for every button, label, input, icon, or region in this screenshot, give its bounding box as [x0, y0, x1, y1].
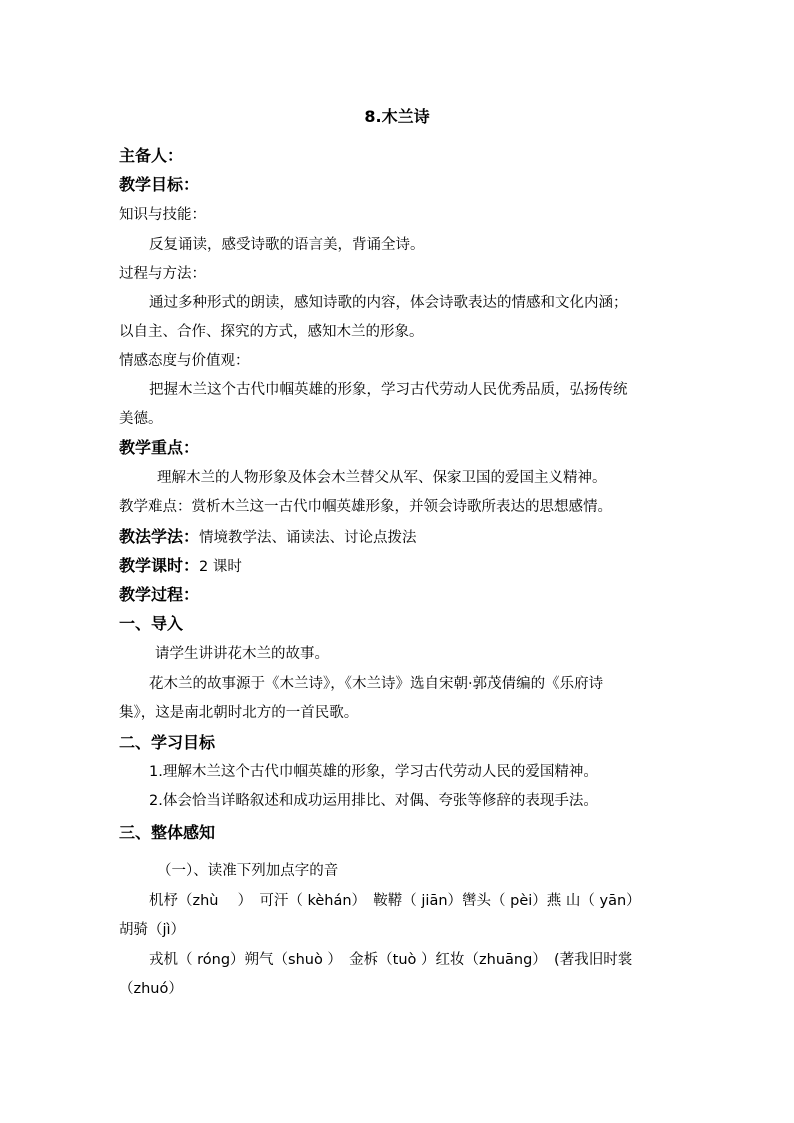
process-text-1: 通过多种形式的朗读，感知诗歌的内容，体会诗歌表达的情感和文化内涵； — [149, 295, 628, 311]
pronunciation-line-3: 戎机（ róng）朔气（shuò ） 金柝（tuò ）红妆（zhuāng） (著我旧时裳 — [149, 952, 633, 968]
page-title: 8.木兰诗 — [364, 107, 430, 126]
section2-heading: 二、学习目标 — [119, 733, 216, 752]
methods-label: 教法学法： — [119, 527, 200, 546]
pronunciation-line-1: 机杼（zhù ） 可汗（ kèhán） 鞍鞯（ jiān）辔头（ pèi）燕 山（ yān） — [149, 893, 641, 909]
section2-item1: 1.理解木兰这个古代巾帼英雄的形象，学习古代劳动人民的爱国精神。 — [149, 764, 598, 780]
key-points-text: 理解木兰的人物形象及体会木兰替父从军、保家卫国的爱国主义精神。 — [157, 470, 607, 486]
knowledge-text: 反复诵读，感受诗歌的语言美，背诵全诗。 — [149, 237, 425, 253]
emotion-text-1: 把握木兰这个古代巾帼英雄的形象，学习古代劳动人民优秀品质，弘扬传统 — [149, 382, 628, 398]
emotion-label: 情感态度与价值观： — [119, 353, 250, 369]
emotion-text-2: 美德。 — [119, 411, 163, 427]
hours-value: 2 课时 — [199, 559, 242, 575]
pronunciation-line-4: （zhuó） — [119, 981, 183, 997]
section1-line1: 请学生讲讲花木兰的故事。 — [155, 646, 329, 662]
hours-label: 教学课时： — [119, 556, 200, 575]
methods-row — [119, 527, 417, 548]
section3-sub1: （一）、读准下列加点字的音 — [157, 863, 339, 879]
section1-line3: 集》，这是南北朝时北方的一首民歌。 — [119, 705, 359, 721]
pronunciation-line-2: 胡骑（jì） — [119, 922, 186, 938]
section2-item2: 2.体会恰当详略叙述和成功运用排比、对偶、夸张等修辞的表现手法。 — [149, 793, 598, 809]
section1-heading: 一、导入 — [119, 614, 184, 633]
methods-value: 情境教学法、诵读法、讨论点拨法 — [199, 530, 417, 546]
process-text-2: 以自主、合作、探究的方式，感知木兰的形象。 — [119, 324, 424, 340]
section1-line2: 花木兰的故事源于《木兰诗》，《木兰诗》选自宋朝·郭茂倩编的《乐府诗 — [149, 676, 604, 692]
process-label: 过程与方法： — [119, 266, 206, 282]
hours-row — [119, 556, 242, 577]
difficulty-text: 教学难点：赏析木兰这一古代巾帼英雄形象，并领会诗歌所表达的思想感情。 — [119, 499, 612, 515]
section3-heading: 三、整体感知 — [119, 823, 216, 842]
knowledge-label: 知识与技能： — [119, 207, 206, 223]
process-heading: 教学过程： — [119, 585, 200, 604]
objectives-heading: 教学目标： — [119, 175, 200, 194]
key-points-heading: 教学重点： — [119, 438, 200, 457]
preparer-label: 主备人： — [119, 146, 184, 165]
